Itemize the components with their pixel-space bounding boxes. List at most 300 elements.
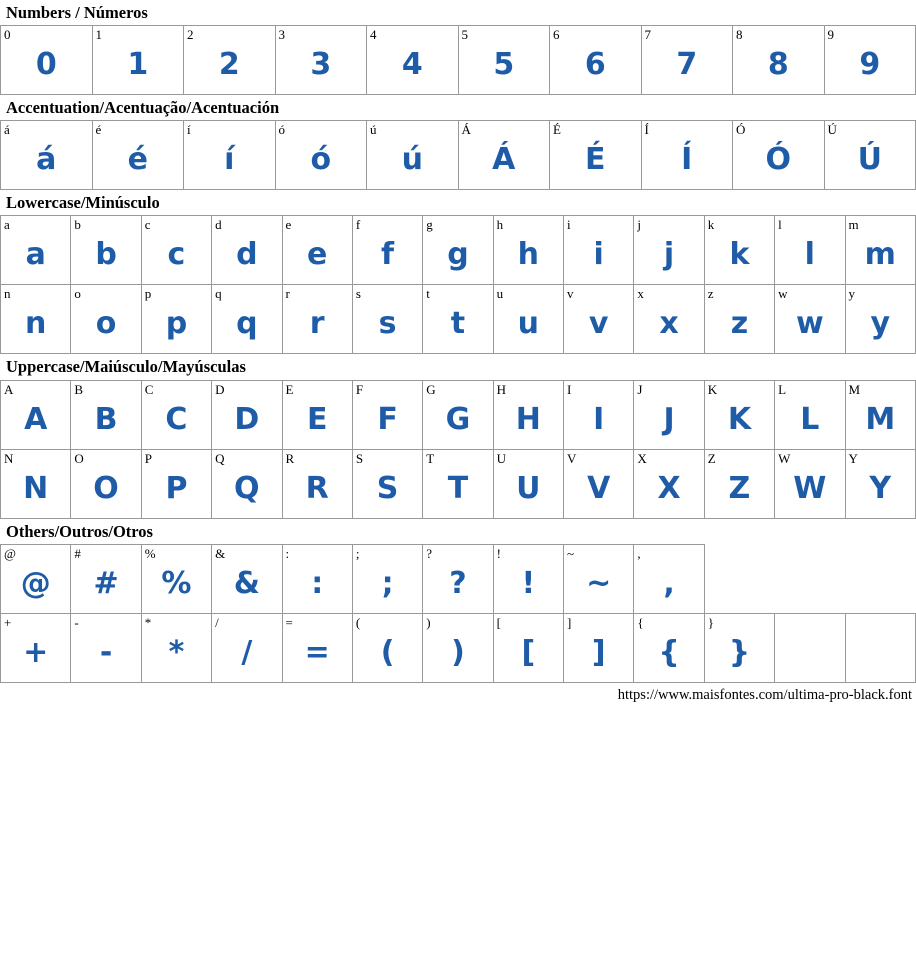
glyph-label: b xyxy=(74,217,81,233)
glyph-sample: I xyxy=(593,401,605,437)
glyph-sample: ! xyxy=(521,565,536,601)
glyph-sample: @ xyxy=(20,565,51,601)
glyph-cell xyxy=(282,544,352,613)
glyph-cell xyxy=(367,26,459,95)
glyph-label: d xyxy=(215,217,222,233)
glyph-cell xyxy=(423,613,493,682)
glyph-cell xyxy=(282,380,352,449)
glyph-sample: C xyxy=(165,401,188,437)
glyph-cell xyxy=(352,613,422,682)
glyph-label: O xyxy=(74,450,84,466)
glyph-label: á xyxy=(4,122,10,138)
glyph-cell xyxy=(493,613,563,682)
table-row xyxy=(1,285,916,354)
glyph-label: ( xyxy=(355,614,361,630)
glyph-cell xyxy=(212,380,282,449)
glyph-sample: F xyxy=(377,401,398,437)
glyph-sample: [ xyxy=(521,634,536,670)
glyph-label: [ xyxy=(496,614,501,630)
glyph-cell xyxy=(493,285,563,354)
glyph-sample: - xyxy=(99,634,113,670)
glyph-sample: É xyxy=(585,142,606,178)
glyph-sample: T xyxy=(447,470,469,506)
glyph-cell xyxy=(564,544,634,613)
glyph-sample: j xyxy=(663,237,675,273)
glyph-sample: r xyxy=(309,306,325,342)
glyph-sample: z xyxy=(730,306,749,342)
glyph-cell xyxy=(212,449,282,518)
glyph-label: ? xyxy=(426,545,433,561)
glyph-cell xyxy=(352,380,422,449)
glyph-label: Ó xyxy=(736,122,746,138)
section-title-accentuation: Accentuation/Acentuação/Acentuación xyxy=(6,98,280,118)
glyph-cell xyxy=(141,285,211,354)
glyph-sample: o xyxy=(95,306,117,342)
glyph-table-numbers xyxy=(0,25,916,95)
glyph-sample: } xyxy=(728,634,751,670)
section-title-lowercase: Lowercase/Minúsculo xyxy=(6,193,160,213)
glyph-cell xyxy=(634,216,704,285)
glyph-sample: U xyxy=(516,470,541,506)
glyph-label: E xyxy=(285,381,294,397)
glyph-sample: # xyxy=(93,565,119,601)
glyph-label: F xyxy=(355,381,364,397)
glyph-label: 7 xyxy=(644,27,651,43)
glyph-cell xyxy=(1,26,93,95)
glyph-label: 3 xyxy=(278,27,285,43)
glyph-label: Z xyxy=(707,450,716,466)
glyph-label: G xyxy=(426,381,436,397)
glyph-sample: D xyxy=(234,401,260,437)
glyph-label: L xyxy=(778,381,787,397)
glyph-cell xyxy=(704,285,774,354)
glyph-sample: E xyxy=(306,401,328,437)
glyph-label: & xyxy=(215,545,226,561)
glyph-sample: / xyxy=(241,634,253,670)
glyph-cell xyxy=(423,380,493,449)
glyph-cell xyxy=(845,380,916,449)
glyph-label: * xyxy=(144,614,152,630)
glyph-label: ó xyxy=(278,122,285,138)
glyph-sample: ? xyxy=(449,565,467,601)
section-title-numbers: Numbers / Números xyxy=(6,3,148,22)
glyph-cell xyxy=(92,121,184,190)
glyph-label: c xyxy=(144,217,151,233)
glyph-cell xyxy=(493,449,563,518)
glyph-sample: 7 xyxy=(676,47,698,83)
glyph-cell xyxy=(733,121,825,190)
glyph-label: H xyxy=(496,381,507,397)
glyph-label: j xyxy=(637,217,641,233)
glyph-sample: c xyxy=(167,237,186,273)
glyph-sample: A xyxy=(24,401,48,437)
glyph-cell xyxy=(564,613,634,682)
glyph-sample: f xyxy=(381,237,395,273)
glyph-label: N xyxy=(4,450,14,466)
glyph-sample: w xyxy=(795,306,824,342)
glyph-label: T xyxy=(426,450,435,466)
glyph-cell xyxy=(71,544,141,613)
glyph-sample: q xyxy=(236,306,258,342)
glyph-sample: ó xyxy=(310,142,332,178)
glyph-cell xyxy=(282,613,352,682)
glyph-label: e xyxy=(285,217,292,233)
glyph-label: A xyxy=(4,381,14,397)
glyph-sample: 0 xyxy=(35,47,57,83)
glyph-label: l xyxy=(778,217,782,233)
glyph-sample: t xyxy=(450,306,466,342)
glyph-label: + xyxy=(4,614,12,630)
glyph-sample: i xyxy=(593,237,604,273)
glyph-sample: 3 xyxy=(310,47,332,83)
glyph-label: n xyxy=(4,286,11,302)
glyph-sample: ~ xyxy=(586,565,612,601)
glyph-cell xyxy=(775,216,845,285)
glyph-label: Y xyxy=(848,450,858,466)
glyph-cell xyxy=(1,449,71,518)
table-row xyxy=(1,26,916,95)
glyph-sample: = xyxy=(304,634,330,670)
glyph-sample: v xyxy=(588,306,609,342)
glyph-sample: K xyxy=(727,401,752,437)
glyph-label: { xyxy=(637,614,644,630)
glyph-table-accentuation xyxy=(0,120,916,190)
glyph-label: m xyxy=(848,217,859,233)
glyph-label: % xyxy=(144,545,156,561)
glyph-label: M xyxy=(848,381,861,397)
glyph-label: í xyxy=(187,122,191,138)
glyph-label: } xyxy=(707,614,714,630)
glyph-sample: x xyxy=(659,306,679,342)
glyph-label: V xyxy=(567,450,577,466)
glyph-label: y xyxy=(848,286,855,302)
glyph-label: s xyxy=(355,286,361,302)
glyph-sample: í xyxy=(224,142,235,178)
glyph-cell xyxy=(1,216,71,285)
glyph-cell xyxy=(564,285,634,354)
glyph-sample: 6 xyxy=(584,47,606,83)
glyph-sample: y xyxy=(870,306,891,342)
glyph-label: = xyxy=(285,614,293,630)
glyph-label: I xyxy=(567,381,572,397)
glyph-sample: e xyxy=(307,237,328,273)
table-row xyxy=(1,449,916,518)
glyph-sample: & xyxy=(233,565,260,601)
glyph-sample: S xyxy=(376,470,399,506)
glyph-sample: B xyxy=(94,401,118,437)
glyph-label: w xyxy=(778,286,788,302)
glyph-cell-empty xyxy=(845,613,916,682)
glyph-cell xyxy=(458,26,550,95)
glyph-cell xyxy=(212,285,282,354)
glyph-label: Ú xyxy=(827,122,837,138)
glyph-sample: L xyxy=(800,401,820,437)
glyph-cell xyxy=(634,285,704,354)
glyph-cell xyxy=(275,26,367,95)
glyph-sample: m xyxy=(864,237,896,273)
glyph-label: x xyxy=(637,286,644,302)
glyph-sample: ; xyxy=(381,565,394,601)
glyph-sample: Í xyxy=(681,142,693,178)
glyph-label: B xyxy=(74,381,84,397)
glyph-label: - xyxy=(74,614,79,630)
glyph-sample: u xyxy=(517,306,539,342)
glyph-label: i xyxy=(567,217,571,233)
glyph-label: ú xyxy=(370,122,377,138)
glyph-sample: : xyxy=(311,565,324,601)
glyph-label: 4 xyxy=(370,27,377,43)
glyph-cell xyxy=(141,380,211,449)
glyph-label: o xyxy=(74,286,81,302)
glyph-sample: X xyxy=(657,470,681,506)
glyph-sample: ) xyxy=(451,634,465,670)
glyph-label: Í xyxy=(644,122,649,138)
glyph-sample: ( xyxy=(380,634,395,670)
glyph-cell xyxy=(423,449,493,518)
glyph-cell xyxy=(634,380,704,449)
glyph-label: W xyxy=(778,450,791,466)
glyph-sample: 4 xyxy=(401,47,423,83)
glyph-table-others xyxy=(0,544,916,683)
glyph-label: 8 xyxy=(736,27,743,43)
glyph-cell xyxy=(352,216,422,285)
glyph-label: 1 xyxy=(95,27,102,43)
glyph-sample: d xyxy=(236,237,258,273)
glyph-label: @ xyxy=(4,545,16,561)
glyph-sample: G xyxy=(445,401,471,437)
glyph-sample: b xyxy=(95,237,117,273)
glyph-sample: 1 xyxy=(127,47,149,83)
glyph-cell xyxy=(1,544,71,613)
glyph-sample: g xyxy=(447,237,469,273)
glyph-sample: N xyxy=(23,470,49,506)
glyph-cell xyxy=(634,613,704,682)
glyph-sample: Ó xyxy=(765,142,791,178)
glyph-sample: 2 xyxy=(218,47,240,83)
glyph-label: , xyxy=(637,545,641,561)
glyph-sample: % xyxy=(161,565,192,601)
glyph-cell xyxy=(775,285,845,354)
glyph-cell xyxy=(184,121,276,190)
table-row xyxy=(1,380,916,449)
glyph-cell xyxy=(641,121,733,190)
glyph-label: u xyxy=(496,286,504,302)
glyph-cell xyxy=(1,613,71,682)
glyph-cell xyxy=(282,285,352,354)
glyph-label: f xyxy=(355,217,361,233)
glyph-cell xyxy=(845,449,916,518)
glyph-cell xyxy=(564,449,634,518)
glyph-cell xyxy=(212,216,282,285)
table-row xyxy=(1,121,916,190)
glyph-cell xyxy=(550,121,642,190)
glyph-cell xyxy=(352,285,422,354)
glyph-cell xyxy=(564,216,634,285)
glyph-label: Á xyxy=(461,122,471,138)
glyph-cell xyxy=(423,216,493,285)
glyph-cell xyxy=(282,449,352,518)
glyph-sample: R xyxy=(305,470,329,506)
glyph-sample: é xyxy=(127,142,148,178)
glyph-cell xyxy=(564,380,634,449)
glyph-label: ) xyxy=(426,614,431,630)
glyph-label: R xyxy=(285,450,295,466)
glyph-cell xyxy=(367,121,459,190)
glyph-sample: * xyxy=(168,634,185,670)
glyph-label: ; xyxy=(355,545,360,561)
glyph-cell xyxy=(212,544,282,613)
glyph-label: 6 xyxy=(553,27,560,43)
glyph-label: 5 xyxy=(461,27,468,43)
glyph-label: D xyxy=(215,381,225,397)
glyph-cell xyxy=(423,285,493,354)
glyph-label: é xyxy=(95,122,102,138)
glyph-cell xyxy=(212,613,282,682)
glyph-sample: + xyxy=(23,634,49,670)
glyph-cell xyxy=(1,121,93,190)
glyph-cell xyxy=(71,216,141,285)
glyph-cell xyxy=(704,380,774,449)
glyph-label: ! xyxy=(496,545,501,561)
glyph-sample: Á xyxy=(492,142,516,178)
glyph-sample: W xyxy=(793,470,827,506)
glyph-sample: n xyxy=(25,306,47,342)
glyph-cell xyxy=(824,26,916,95)
glyph-cell xyxy=(423,544,493,613)
table-row xyxy=(1,613,916,682)
glyph-cell xyxy=(352,449,422,518)
glyph-cell xyxy=(824,121,916,190)
glyph-cell xyxy=(550,26,642,95)
glyph-label: r xyxy=(285,286,290,302)
glyph-sample: s xyxy=(378,306,397,342)
glyph-sample: 9 xyxy=(859,47,881,83)
glyph-cell xyxy=(704,449,774,518)
glyph-label: q xyxy=(215,286,222,302)
glyph-cell xyxy=(775,380,845,449)
glyph-label: : xyxy=(285,545,290,561)
glyph-label: ] xyxy=(567,614,572,630)
glyph-sample: P xyxy=(165,470,188,506)
glyph-sample: Ú xyxy=(857,142,882,178)
glyph-cell xyxy=(634,449,704,518)
table-row xyxy=(1,216,916,285)
glyph-cell xyxy=(1,380,71,449)
glyph-label: J xyxy=(637,381,643,397)
glyph-cell xyxy=(493,544,563,613)
glyph-label: C xyxy=(144,381,154,397)
glyph-table-uppercase xyxy=(0,380,916,519)
glyph-sample: Q xyxy=(234,470,260,506)
glyph-label: 9 xyxy=(827,27,834,43)
glyph-label: K xyxy=(707,381,718,397)
section-title-others: Others/Outros/Otros xyxy=(6,521,153,541)
glyph-cell xyxy=(634,544,704,613)
glyph-label: É xyxy=(553,122,561,138)
glyph-cell xyxy=(733,26,825,95)
glyph-cell xyxy=(493,216,563,285)
glyph-label: # xyxy=(74,545,81,561)
glyph-sample: á xyxy=(36,142,57,178)
glyph-label: k xyxy=(707,217,715,233)
glyph-label: g xyxy=(426,217,433,233)
glyph-cell xyxy=(493,380,563,449)
glyph-label: S xyxy=(355,450,364,466)
glyph-sample: Y xyxy=(869,470,892,506)
table-row xyxy=(1,544,916,613)
glyph-sample: M xyxy=(865,401,896,437)
glyph-label: 2 xyxy=(187,27,194,43)
glyph-label: a xyxy=(4,217,10,233)
glyph-sample: k xyxy=(729,237,750,273)
glyph-sample: a xyxy=(25,237,46,273)
glyph-cell xyxy=(704,216,774,285)
glyph-label: ~ xyxy=(567,545,575,561)
glyph-label: h xyxy=(496,217,504,233)
glyph-cell xyxy=(641,26,733,95)
section-title-uppercase: Uppercase/Maiúsculo/Mayúsculas xyxy=(6,357,246,377)
glyph-sample: , xyxy=(663,565,675,601)
glyph-cell xyxy=(1,285,71,354)
glyph-cell xyxy=(775,449,845,518)
glyph-label: P xyxy=(144,450,152,466)
glyph-cell xyxy=(845,285,916,354)
glyph-cell xyxy=(458,121,550,190)
glyph-cell xyxy=(184,26,276,95)
glyph-sample: Z xyxy=(728,470,751,506)
glyph-label: z xyxy=(707,286,714,302)
glyph-label: p xyxy=(144,286,152,302)
glyph-label: t xyxy=(426,286,430,302)
glyph-label: 0 xyxy=(4,27,11,43)
glyph-cell xyxy=(141,216,211,285)
glyph-cell xyxy=(704,613,774,682)
glyph-sample: ú xyxy=(401,142,423,178)
glyph-sample: h xyxy=(517,237,539,273)
glyph-label: v xyxy=(567,286,574,302)
glyph-cell xyxy=(92,26,184,95)
glyph-sample: { xyxy=(658,634,680,670)
glyph-sample: l xyxy=(804,237,815,273)
glyph-cell xyxy=(71,285,141,354)
glyph-sample: V xyxy=(587,470,611,506)
glyph-cell xyxy=(141,449,211,518)
source-url[interactable]: https://www.maisfontes.com/ultima-pro-black.font xyxy=(617,686,912,703)
glyph-sample: J xyxy=(663,401,675,437)
glyph-cell xyxy=(282,216,352,285)
glyph-sample: ] xyxy=(591,634,606,670)
glyph-sample: p xyxy=(165,306,188,342)
glyph-cell xyxy=(71,449,141,518)
glyph-label: / xyxy=(215,614,219,630)
glyph-sample: O xyxy=(93,470,119,506)
glyph-table-lowercase xyxy=(0,215,916,354)
glyph-cell xyxy=(275,121,367,190)
glyph-cell xyxy=(71,613,141,682)
glyph-label: X xyxy=(637,450,647,466)
glyph-sample: 5 xyxy=(493,47,515,83)
glyph-label: U xyxy=(496,450,507,466)
glyph-label: Q xyxy=(215,450,225,466)
glyph-cell-empty xyxy=(775,613,845,682)
glyph-cell xyxy=(141,613,211,682)
glyph-sample: 8 xyxy=(767,47,789,83)
glyph-cell xyxy=(141,544,211,613)
glyph-cell xyxy=(845,216,916,285)
glyph-cell xyxy=(352,544,422,613)
glyph-sample: H xyxy=(515,401,541,437)
glyph-cell xyxy=(71,380,141,449)
